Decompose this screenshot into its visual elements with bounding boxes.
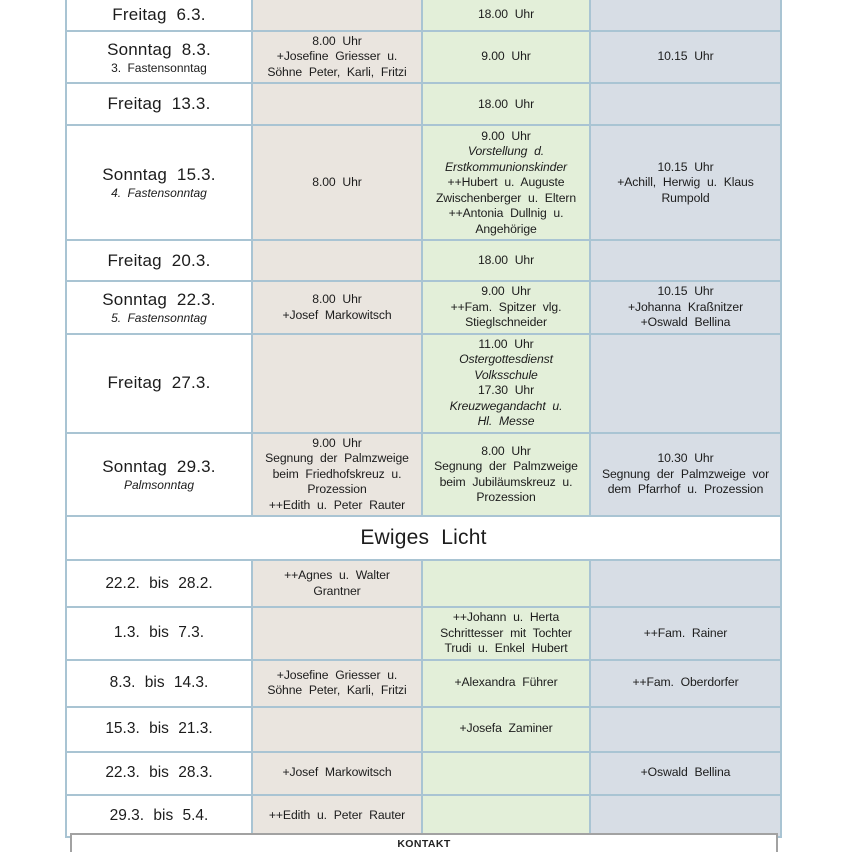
date-cell: [66, 795, 252, 837]
cell-line: ++Fam. Spitzer vlg.: [450, 299, 562, 314]
column2-cell: [252, 281, 422, 333]
date-label: Sonntag 22.3.: [102, 290, 216, 310]
cell-line: Vorstellung d.: [467, 144, 545, 159]
date-label: 22.2. bis 28.2.: [105, 574, 213, 592]
column4-cell: [590, 752, 781, 795]
column3-cell: [422, 125, 590, 240]
schedule-row: [66, 0, 781, 31]
ewiges-licht-row: [66, 560, 781, 607]
date-label: 15.3. bis 21.3.: [105, 720, 213, 738]
cell-line: 11.00 Uhr: [478, 336, 534, 351]
column2-cell: [252, 707, 422, 752]
cell-line: 10.15 Uhr: [657, 284, 714, 299]
schedule-row: [66, 83, 781, 125]
column2-cell: [252, 433, 422, 516]
column3-cell: [422, 334, 590, 433]
column4-cell: [590, 707, 781, 752]
cell-line: Stieglschneider: [465, 315, 547, 330]
date-sublabel: 3. Fastensonntag: [111, 60, 207, 75]
column4-cell: [590, 281, 781, 333]
cell-line: ++Fam. Rainer: [643, 625, 728, 640]
ewiges-licht-row: [66, 707, 781, 752]
cell-line: ++Edith u. Peter Rauter: [268, 497, 406, 512]
cell-line: +Josefine Griesser u.: [276, 49, 398, 64]
schedule-row: [66, 281, 781, 333]
cell-line: Angehörige: [475, 221, 537, 236]
ewiges-licht-banner-cell: [66, 516, 781, 560]
schedule-body: [66, 0, 781, 837]
column3-cell: [422, 0, 590, 31]
cell-line: +Josef Markowitsch: [282, 307, 392, 322]
date-cell: [66, 125, 252, 240]
column4-cell: [590, 607, 781, 659]
cell-line: ++Edith u. Peter Rauter: [268, 807, 406, 822]
column3-cell: [422, 31, 590, 83]
cell-line: Kreuzwegandacht u.: [449, 398, 563, 413]
column2-cell: [252, 752, 422, 795]
cell-line: +Josef Markowitsch: [282, 765, 392, 780]
date-label: Sonntag 15.3.: [102, 165, 216, 185]
column4-cell: [590, 0, 781, 31]
date-cell: [66, 240, 252, 281]
kontakt-section: [70, 833, 778, 852]
cell-line: 9.00 Uhr: [481, 284, 531, 299]
date-label: Sonntag 29.3.: [102, 457, 216, 477]
cell-line: ++Agnes u. Walter: [284, 568, 390, 583]
date-cell: [66, 660, 252, 707]
column3-cell: [422, 83, 590, 125]
cell-line: Trudi u. Enkel Hubert: [444, 641, 568, 656]
column3-cell: [422, 752, 590, 795]
cell-line: 8.00 Uhr: [312, 34, 362, 48]
date-label: 22.3. bis 28.3.: [105, 764, 213, 782]
cell-line: ++Hubert u. Auguste: [447, 175, 565, 190]
date-cell: [66, 433, 252, 516]
date-cell: [66, 707, 252, 752]
column3-cell: [422, 433, 590, 516]
cell-line: 8.00 Uhr: [312, 292, 362, 307]
date-cell: [66, 334, 252, 433]
column2-cell: [252, 240, 422, 281]
column2-cell: [252, 560, 422, 607]
column2-cell: [252, 334, 422, 433]
cell-line: Segnung der Palmzweige: [434, 459, 578, 474]
schedule-row: [66, 240, 781, 281]
column4-cell: [590, 660, 781, 707]
cell-line: +Josefa Zaminer: [459, 721, 553, 736]
column4-cell: [590, 334, 781, 433]
schedule-row: [66, 433, 781, 516]
column3-cell: [422, 560, 590, 607]
cell-line: 9.00 Uhr: [481, 49, 531, 64]
cell-line: 10.15 Uhr: [657, 49, 714, 64]
date-label: Freitag 13.3.: [107, 94, 211, 114]
cell-line: beim Friedhofskreuz u.: [272, 466, 402, 481]
cell-line: 10.15 Uhr: [657, 159, 714, 174]
date-sublabel: 5. Fastensonntag: [111, 311, 207, 326]
date-sublabel: Palmsonntag: [123, 478, 195, 493]
cell-line: 18.00 Uhr: [477, 96, 535, 111]
cell-line: ++Fam. Oberdorfer: [632, 675, 739, 690]
column2-cell: [252, 607, 422, 659]
cell-line: beim Jubiläumskreuz u.: [439, 474, 573, 489]
cell-line: +Johanna Kraßnitzer: [627, 299, 744, 314]
date-label: Freitag 27.3.: [107, 373, 211, 393]
ewiges-licht-row: [66, 795, 781, 837]
schedule-row: [66, 334, 781, 433]
cell-line: +Achill, Herwig u. Klaus: [617, 175, 754, 190]
cell-line: ++Antonia Dullnig u.: [448, 206, 564, 221]
date-cell: [66, 83, 252, 125]
date-cell: [66, 560, 252, 607]
cell-line: Söhne Peter, Karli, Fritzi: [267, 683, 407, 698]
date-cell: [66, 0, 252, 31]
date-label: 8.3. bis 14.3.: [109, 674, 209, 692]
cell-line: ++Johann u. Herta: [452, 610, 560, 625]
column3-cell: [422, 795, 590, 837]
ewiges-licht-row: [66, 752, 781, 795]
cell-line: 8.00 Uhr: [312, 175, 362, 190]
column2-cell: [252, 125, 422, 240]
column2-cell: [252, 83, 422, 125]
cell-line: 18.00 Uhr: [477, 253, 535, 268]
column3-cell: [422, 607, 590, 659]
schedule-row: [66, 31, 781, 83]
date-cell: [66, 607, 252, 659]
cell-line: +Oswald Bellina: [640, 315, 731, 330]
column2-cell: [252, 660, 422, 707]
cell-line: Zwischenberger u. Eltern: [435, 190, 577, 205]
date-label: Freitag 20.3.: [107, 250, 211, 270]
column4-cell: [590, 560, 781, 607]
column4-cell: [590, 433, 781, 516]
cell-line: 9.00 Uhr: [481, 128, 531, 143]
column4-cell: [590, 795, 781, 837]
schedule-row: [66, 125, 781, 240]
mass-schedule-table: [65, 0, 782, 838]
column3-cell: [422, 240, 590, 281]
date-label: 1.3. bis 7.3.: [113, 624, 205, 642]
column2-cell: [252, 31, 422, 83]
column4-cell: [590, 240, 781, 281]
date-label: Sonntag 8.3.: [107, 39, 211, 59]
cell-line: 17.30 Uhr: [477, 383, 535, 398]
ewiges-licht-row: [66, 607, 781, 659]
ewiges-licht-row: [66, 660, 781, 707]
cell-line: 9.00 Uhr: [312, 435, 362, 450]
column2-cell: [252, 795, 422, 837]
date-cell: [66, 281, 252, 333]
cell-line: Hl. Messe: [477, 414, 535, 429]
cell-line: +Josefine Griesser u.: [276, 667, 398, 682]
date-cell: [66, 31, 252, 83]
cell-line: 18.00 Uhr: [477, 7, 535, 22]
column3-cell: [422, 660, 590, 707]
cell-line: Prozession: [307, 482, 367, 497]
cell-line: Schrittesser mit Tochter: [440, 625, 572, 640]
cell-line: Segnung der Palmzweige: [265, 451, 409, 466]
column4-cell: [590, 31, 781, 83]
cell-line: Ostergottesdienst: [459, 352, 553, 367]
cell-line: Segnung der Palmzweige vor: [601, 466, 770, 481]
cell-line: Söhne Peter, Karli, Fritzi: [267, 64, 407, 79]
column4-cell: [590, 83, 781, 125]
date-label: Freitag 6.3.: [112, 5, 206, 24]
cell-line: Erstkommunionskinder: [445, 159, 567, 174]
cell-line: +Oswald Bellina: [640, 765, 731, 780]
cell-line: 8.00 Uhr: [481, 443, 531, 458]
cell-line: Grantner: [313, 583, 361, 598]
cell-line: Volksschule: [474, 367, 538, 382]
kontakt-title: KONTAKT: [397, 838, 451, 850]
cell-line: Prozession: [476, 490, 536, 504]
cell-line: Rumpold: [661, 190, 710, 205]
column3-cell: [422, 281, 590, 333]
ewiges-licht-banner-row: [66, 516, 781, 560]
date-cell: [66, 752, 252, 795]
column3-cell: [422, 707, 590, 752]
cell-line: +Alexandra Führer: [454, 675, 558, 690]
column4-cell: [590, 125, 781, 240]
ewiges-licht-title: Ewiges Licht: [360, 526, 487, 550]
column2-cell: [252, 0, 422, 31]
cell-line: dem Pfarrhof u. Prozession: [607, 482, 764, 497]
cell-line: 10.30 Uhr: [657, 451, 714, 466]
date-label: 29.3. bis 5.4.: [109, 806, 209, 824]
date-sublabel: 4. Fastensonntag: [111, 186, 207, 201]
